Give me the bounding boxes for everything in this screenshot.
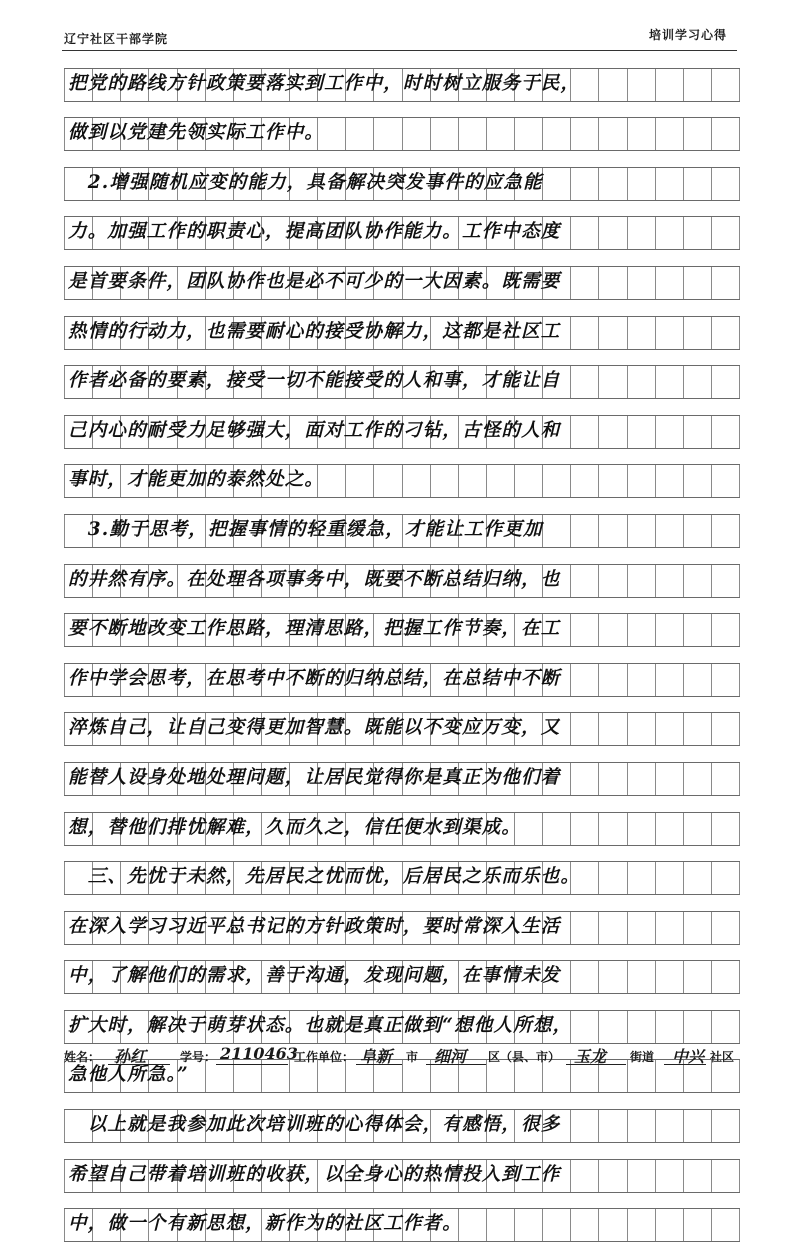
handwritten-line: 的井然有序。在处理各项事务中，既要不断总结归纳，也 — [68, 568, 561, 590]
name-label: 姓名： — [64, 1050, 101, 1064]
handwritten-line: 作者必备的要素，接受一切不能接受的人和事，才能让自 — [68, 370, 561, 392]
grid-row — [64, 201, 740, 251]
grid-row — [64, 598, 740, 648]
handwritten-line: 中，做一个有新思想，新作为的社区工作者。 — [68, 1213, 463, 1235]
community-value: 中兴 — [672, 1047, 705, 1066]
grid-row — [64, 300, 740, 350]
name-underline — [108, 1064, 170, 1065]
city-label: 市 — [406, 1050, 419, 1064]
work-unit-label: 工作单位： — [294, 1050, 355, 1064]
handwritten-line: 要不断地改变工作思路，理清思路，把握工作节奏，在工 — [68, 618, 561, 640]
grid-row — [64, 994, 740, 1044]
grid-row — [64, 1193, 740, 1242]
handwritten-line: 扩大时，解决于萌芽状态。也就是真正做到“想他人所想， — [68, 1014, 573, 1036]
header-doc-type: 培训学习心得 — [648, 28, 727, 42]
handwritten-line: 作中学会思考，在思考中不断的归纳总结，在总结中不断 — [68, 667, 561, 689]
handwritten-line: 能替人设身处地处理问题，让居民觉得你是真正为他们着 — [68, 766, 561, 788]
grid-row — [64, 151, 740, 201]
handwritten-line: 想，替他们排忧解难，久而久之，信任便水到渠成。 — [68, 816, 522, 838]
handwritten-line: 力。加强工作的职责心，提高团队协作能力。工作中态度 — [68, 221, 561, 243]
handwritten-line: 在深入学习习近平总书记的方针政策时，要时常深入生活 — [68, 915, 561, 937]
student-id-value: 2110463 — [220, 1044, 298, 1063]
handwritten-line: 三、先忧于未然，先居民之忧而忧，后居民之乐而乐也。 — [68, 866, 581, 888]
street-underline — [566, 1064, 626, 1065]
grid-row — [64, 250, 740, 300]
handwritten-line: 2.增强随机应变的能力，具备解决突发事件的应急能 — [68, 171, 543, 193]
name-value: 孙红 — [114, 1047, 147, 1066]
grid-row — [64, 796, 740, 846]
handwritten-line: 把党的路线方针政策要落实到工作中，时时树立服务于民， — [68, 72, 581, 94]
handwritten-line: 以上就是我参加此次培训班的心得体会，有感悟，很多 — [68, 1114, 561, 1136]
header-org: 辽宁社区干部学院 — [64, 32, 169, 46]
handwritten-line: 中，了解他们的需求，善于沟通，发现问题，在事情未发 — [68, 965, 561, 987]
grid-row — [64, 697, 740, 747]
handwritten-line: 做到以党建先领实际工作中。 — [68, 122, 325, 144]
district-label: 区（县、市） — [488, 1050, 561, 1064]
grid-row — [64, 746, 740, 796]
student-id-underline — [216, 1064, 288, 1065]
handwritten-line: 急他人所急。” — [68, 1064, 189, 1086]
grid-row — [64, 399, 740, 449]
grid-row — [64, 895, 740, 945]
community-underline — [664, 1064, 706, 1065]
grid-row — [64, 1143, 740, 1193]
street-value: 玉龙 — [574, 1047, 607, 1066]
district-underline — [426, 1064, 486, 1065]
handwritten-line: 淬炼自己，让自己变得更加智慧。既能以不变应万变，又 — [68, 717, 561, 739]
community-label: 社区 — [710, 1050, 735, 1064]
handwritten-line: 希望自己带着培训班的收获，以全身心的热情投入到工作 — [68, 1163, 561, 1185]
city-value: 阜新 — [360, 1047, 393, 1066]
grid-row — [64, 945, 740, 995]
city-underline — [356, 1064, 402, 1065]
grid-row — [64, 52, 740, 102]
handwritten-line: 是首要条件，团队协作也是必不可少的一大因素。既需要 — [68, 270, 561, 292]
handwritten-line: 己内心的耐受力足够强大，面对工作的刁钻，古怪的人和 — [68, 419, 561, 441]
handwritten-line: 热情的行动力，也需要耐心的接受协解力，这都是社区工 — [68, 320, 561, 342]
district-value: 细河 — [434, 1047, 467, 1066]
grid-row — [64, 548, 740, 598]
grid-row — [64, 846, 740, 896]
header-divider — [62, 50, 737, 51]
grid-row — [64, 350, 740, 400]
grid-row — [64, 1093, 740, 1143]
grid-row — [64, 449, 740, 499]
student-id-label: 学号： — [180, 1050, 217, 1064]
grid-row — [64, 647, 740, 697]
handwritten-line: 事时，才能更加的泰然处之。 — [68, 469, 325, 491]
grid-row — [64, 102, 740, 152]
handwritten-line: 3.勤于思考，把握事情的轻重缓急，才能让工作更加 — [68, 518, 543, 540]
street-label: 街道 — [630, 1050, 655, 1064]
grid-row — [64, 498, 740, 548]
